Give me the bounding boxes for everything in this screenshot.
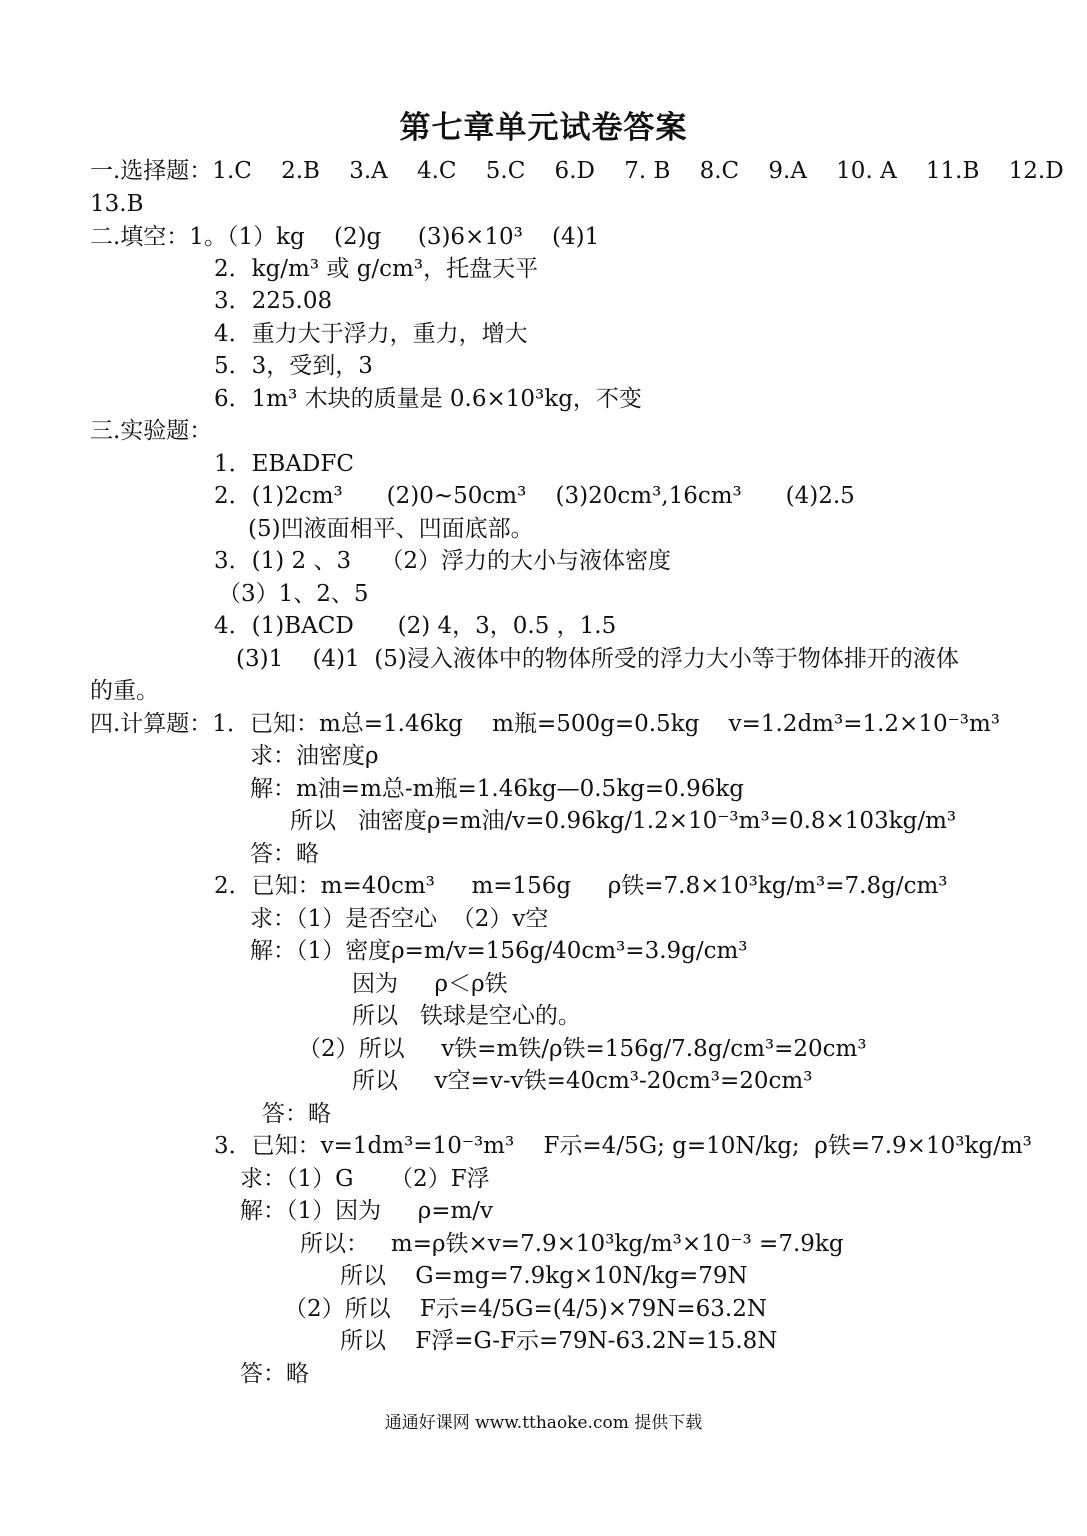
experiment-line: （3）1、2、5: [218, 581, 369, 607]
experiment-line: 2．(1)2cm³ (2)0~50cm³ (3)20cm³,16cm³ (4)2.5: [214, 483, 855, 509]
calculation-line: 解：m油=m总-m瓶=1.46kg—0.5kg=0.96kg: [250, 776, 744, 802]
calculation-line: 3．已知：v=1dm³=10⁻³m³ F示=4/5G; g=10N/kg; ρ铁=7.9×10³kg/m³: [214, 1133, 1032, 1159]
fill-in-line: 5．3，受到，3: [214, 353, 373, 379]
calculation-line: 因为 ρ＜ρ铁: [352, 971, 508, 997]
calculation-line: 所以： m=ρ铁×v=7.9×10³kg/m³×10⁻³ =7.9kg: [300, 1231, 844, 1257]
fill-in-line: 4．重力大于浮力，重力，增大: [214, 321, 528, 347]
experiment-line: 4．(1)BACD (2) 4，3，0.5 ，1.5: [214, 613, 617, 639]
calculation-line: 答：略: [250, 841, 319, 867]
calculation-line: 四.计算题：1．已知：m总=1.46kg m瓶=500g=0.5kg v=1.2dm³=1.2×10⁻³m³: [90, 711, 1000, 737]
experiment-heading: 三.实验题：: [90, 418, 213, 444]
calculation-line: 所以 G=mg=7.9kg×10N/kg=79N: [340, 1263, 748, 1289]
calculation-line: （2）所以 v铁=m铁/ρ铁=156g/7.8g/cm³=20cm³: [298, 1036, 867, 1062]
fill-in-line: 2．kg/m³ 或 g/cm³，托盘天平: [214, 256, 539, 282]
calculation-line: 所以 F浮=G-F示=79N-63.2N=15.8N: [340, 1328, 778, 1354]
experiment-line: 3．(1) 2 、3 （2）浮力的大小与液体密度: [214, 548, 671, 574]
calculation-line: 所以 油密度ρ=m油/v=0.96kg/1.2×10⁻³m³=0.8×103kg/m³: [290, 808, 957, 834]
calculation-line: 答：略: [240, 1361, 309, 1387]
experiment-line: 1．EBADFC: [214, 451, 354, 477]
calculation-line: 答：略: [262, 1101, 331, 1127]
calculation-line: 解：（1）因为 ρ=m/v: [240, 1198, 494, 1224]
choice-answers-line: 13.B: [90, 191, 144, 217]
experiment-line: 的重。: [90, 678, 159, 704]
fill-in-line: 3．225.08: [214, 288, 333, 314]
choice-answers-line: 一.选择题：1.C 2.B 3.A 4.C 5.C 6.D 7. B 8.C 9.A 10. A 11.B 12.D: [90, 158, 1064, 184]
calculation-line: 2．已知：m=40cm³ m=156g ρ铁=7.8×10³kg/m³=7.8g/cm³: [214, 873, 948, 899]
calculation-line: 求：油密度ρ: [250, 743, 379, 769]
experiment-line: (5)凹液面相平、凹面底部。: [248, 516, 534, 542]
document-title: 第七章单元试卷答案: [399, 110, 688, 146]
experiment-line: (3)1 (4)1 (5)浸入液体中的物体所受的浮力大小等于物体排开的液体: [236, 646, 959, 672]
calculation-line: 所以 铁球是空心的。: [352, 1003, 581, 1029]
calculation-line: 所以 v空=v-v铁=40cm³-20cm³=20cm³: [352, 1068, 813, 1094]
fill-in-line: 二.填空：1。（1）kg (2)g (3)6×10³ (4)1: [90, 224, 600, 250]
calculation-line: 求：（1）是否空心 （2）v空: [250, 906, 549, 932]
download-footer: 通通好课网 www.tthaoke.com 提供下载: [384, 1413, 703, 1433]
fill-in-line: 6．1m³ 木块的质量是 0.6×10³kg，不变: [214, 386, 642, 412]
calculation-line: 解：（1）密度ρ=m/v=156g/40cm³=3.9g/cm³: [250, 938, 748, 964]
calculation-line: 求：（1）G （2）F浮: [240, 1166, 490, 1192]
calculation-line: （2）所以 F示=4/5G=(4/5)×79N=63.2N: [284, 1296, 767, 1322]
